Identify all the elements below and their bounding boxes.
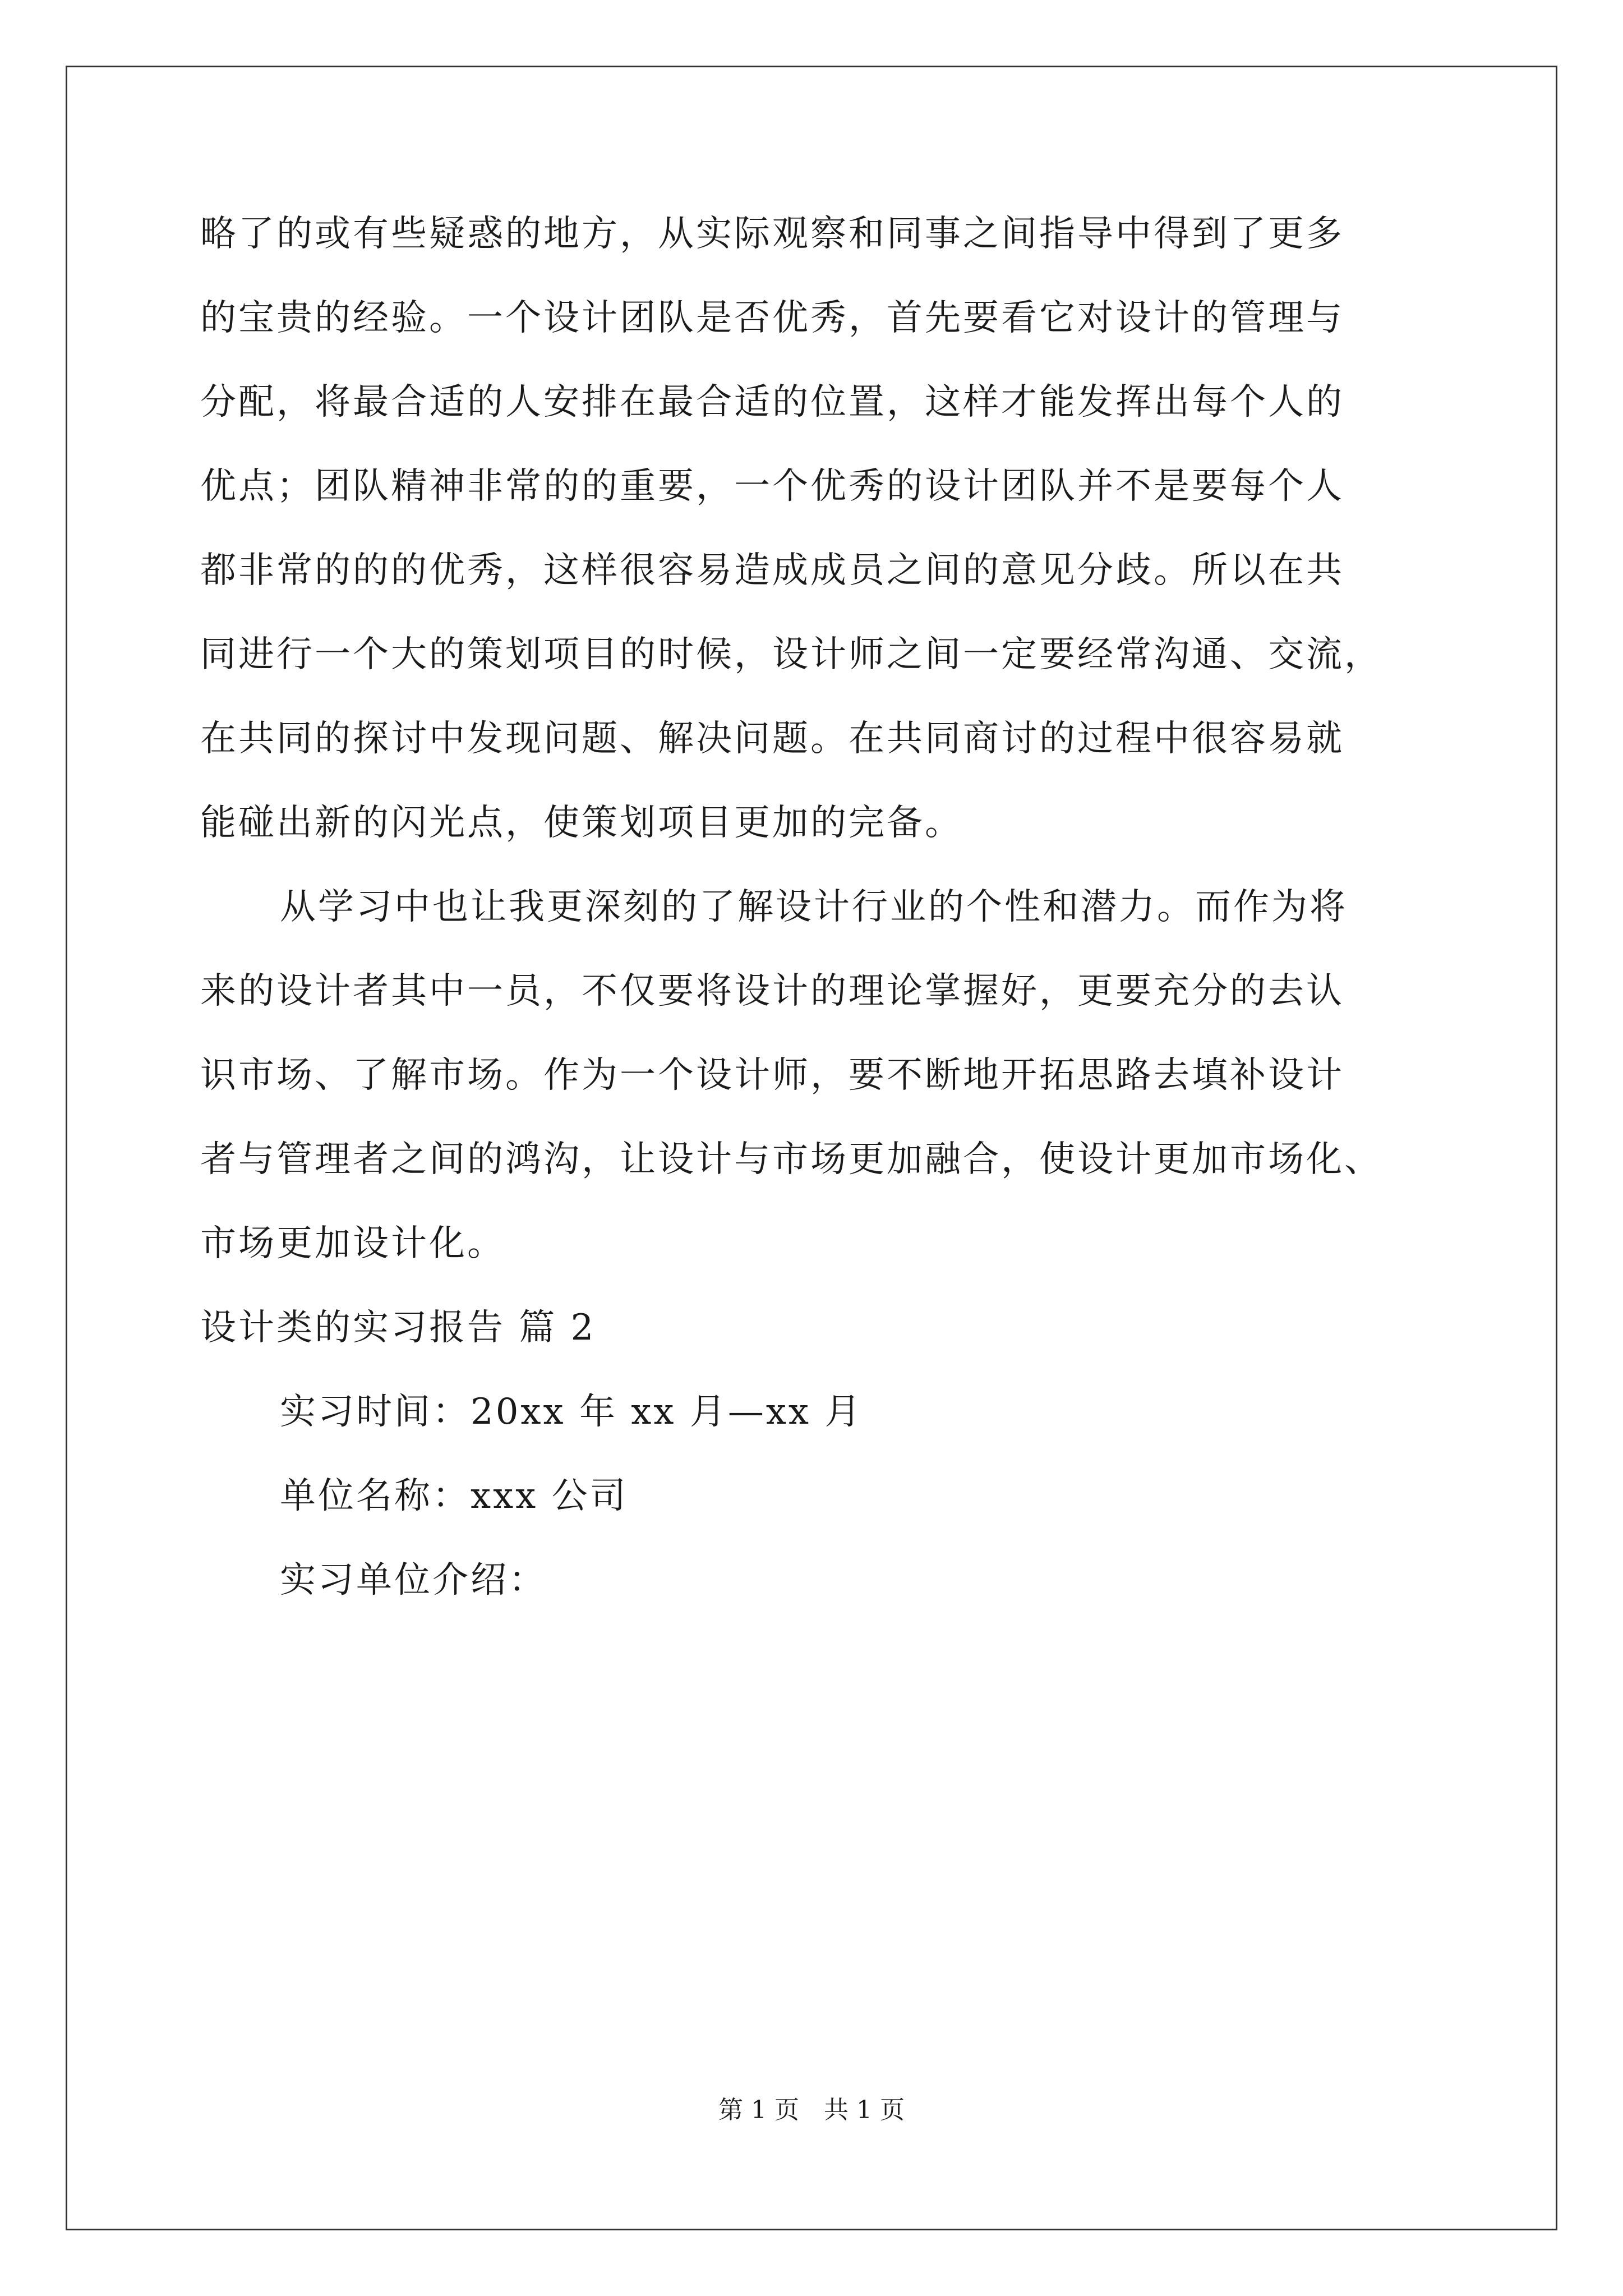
paragraph-line: 略了的或有些疑惑的地方，从实际观察和同事之间指导中得到了更多 — [200, 213, 1344, 255]
paragraph-line: 都非常的的的优秀，这样很容易造成成员之间的意见分歧。所以在共 — [200, 550, 1344, 591]
info-line-intro: 实习单位介绍： — [280, 1559, 547, 1601]
paragraph-line: 分配，将最合适的人安排在最合适的位置，这样才能发挥出每个人的 — [200, 381, 1344, 423]
paragraph-line: 从学习中也让我更深刻的了解设计行业的个性和潜力。而作为将 — [280, 886, 1348, 928]
paragraph-line: 市场更加设计化。 — [200, 1223, 505, 1264]
info-line-company: 单位名称：xxx 公司 — [280, 1475, 628, 1517]
paragraph-line: 者与管理者之间的鸿沟，让设计与市场更加融合，使设计更加市场化、 — [200, 1139, 1382, 1180]
info-line-time: 实习时间：20xx 年 xx 月—xx 月 — [280, 1391, 863, 1433]
page-number: 第 1 页 共 1 页 — [718, 2096, 905, 2124]
paragraph-line: 在共同的探讨中发现问题、解决问题。在共同商讨的过程中很容易就 — [200, 718, 1344, 760]
paragraph-line: 来的设计者其中一员，不仅要将设计的理论掌握好，更要充分的去认 — [200, 970, 1344, 1012]
paragraph-line: 能碰出新的闪光点，使策划项目更加的完备。 — [200, 802, 963, 844]
paragraph-line: 同进行一个大的策划项目的时候，设计师之间一定要经常沟通、交流， — [200, 634, 1382, 675]
paragraph-line: 的宝贵的经验。一个设计团队是否优秀，首先要看它对设计的管理与 — [200, 297, 1344, 339]
section-heading: 设计类的实习报告 篇 2 — [200, 1307, 596, 1349]
paragraph-line: 优点；团队精神非常的的重要，一个优秀的设计团队并不是要每个人 — [200, 466, 1344, 507]
paragraph-line: 识市场、了解市场。作为一个设计师，要不断地开拓思路去填补设计 — [200, 1055, 1344, 1096]
